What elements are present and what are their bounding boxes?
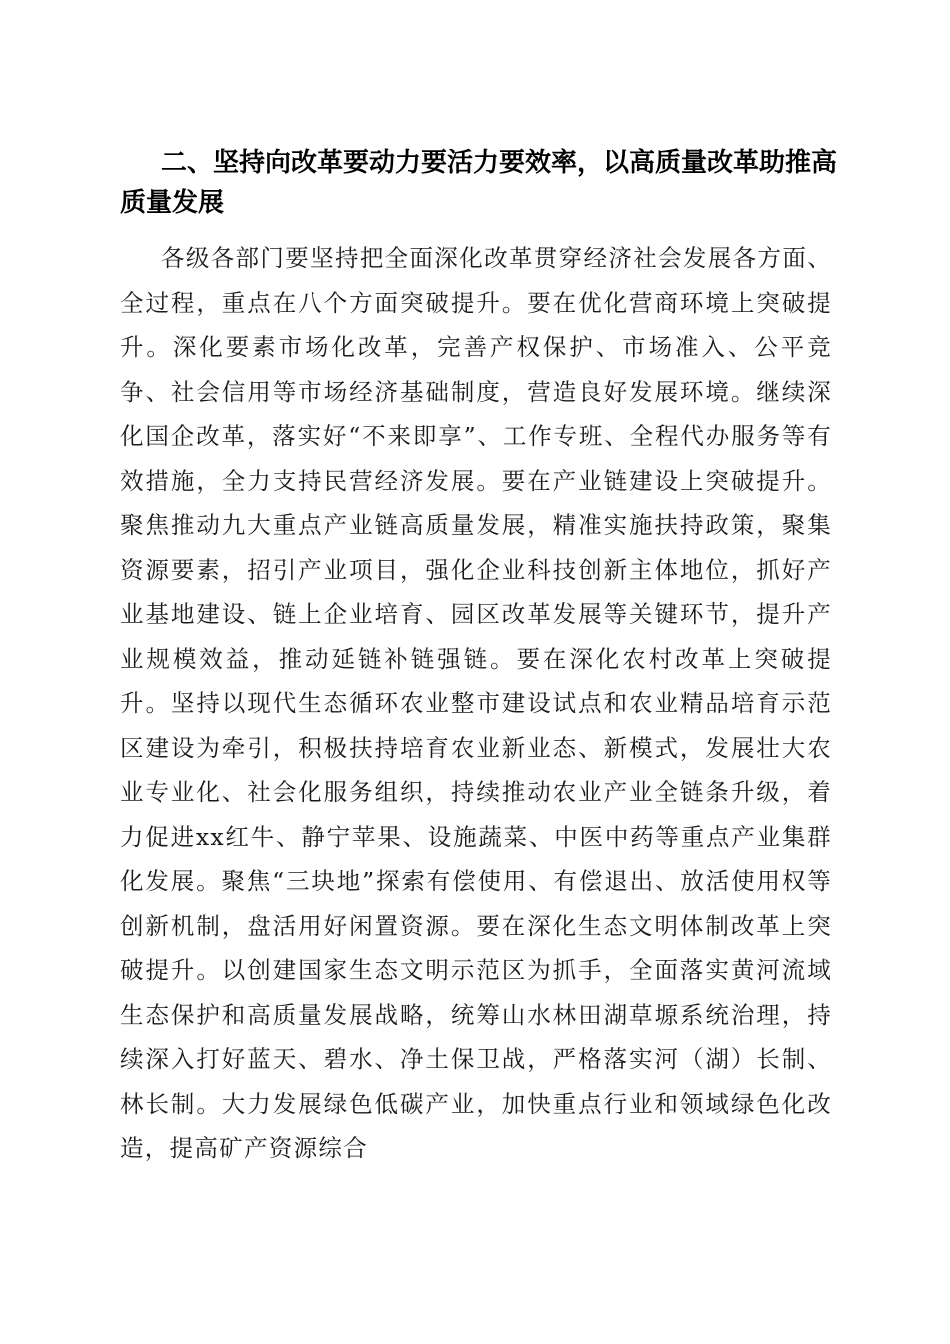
body-paragraph: 各级各部门要坚持把全面深化改革贯穿经济社会发展各方面、全过程，重点在八个方面突破提升。要在优化营商环境上突破提升。深化要素市场化改革，完善产权保护、市场准入、公平竞争、社会信用等市场经济基础制度，营造良好发展环境。继续深化国企改革，落实好“不来即享”、工作专班、全程代办服务等有效措施，全力支持民营经济发展。要在产业链建设上突破提升。聚焦推动九大重点产业链高质量发展，精准实施扶持政策，聚集资源要素，招引产业项目，强化企业科技创新主体地位，抓好产业基地建设、链上企业培育、园区改革发展等关键环节，提升产业规模效益，推动延链补链强链。要在深化农村改革上突破提升。坚持以现代生态循环农业整市建设试点和农业精品培育示范区建设为牵引，积极扶持培育农业新业态、新模式，发展壮大农业专业化、社会化服务组织，持续推动农业产业全链条升级，着力促进xx红牛、静宁苹果、设施蔬菜、中医中药等重点产业集群化发展。聚焦“三块地”探索有偿使用、有偿退出、放活使用权等创新机制，盘活用好闲置资源。要在深化生态文明体制改革上突破提升。以创建国家生态文明示范区为抓手，全面落实黄河流域生态保护和高质量发展战略，统筹山水林田湖草塬系统治理，持续深入打好蓝天、碧水、净土保卫战，严格落实河（湖）长制、林长制。大力发展绿色低碳产业，加快重点行业和领域绿色化改造，提高矿产资源综合 xyxy=(120,244,832,1162)
section-heading: 二、坚持向改革要动力要活力要效率，以高质量改革助推高质量发展 xyxy=(120,148,838,218)
